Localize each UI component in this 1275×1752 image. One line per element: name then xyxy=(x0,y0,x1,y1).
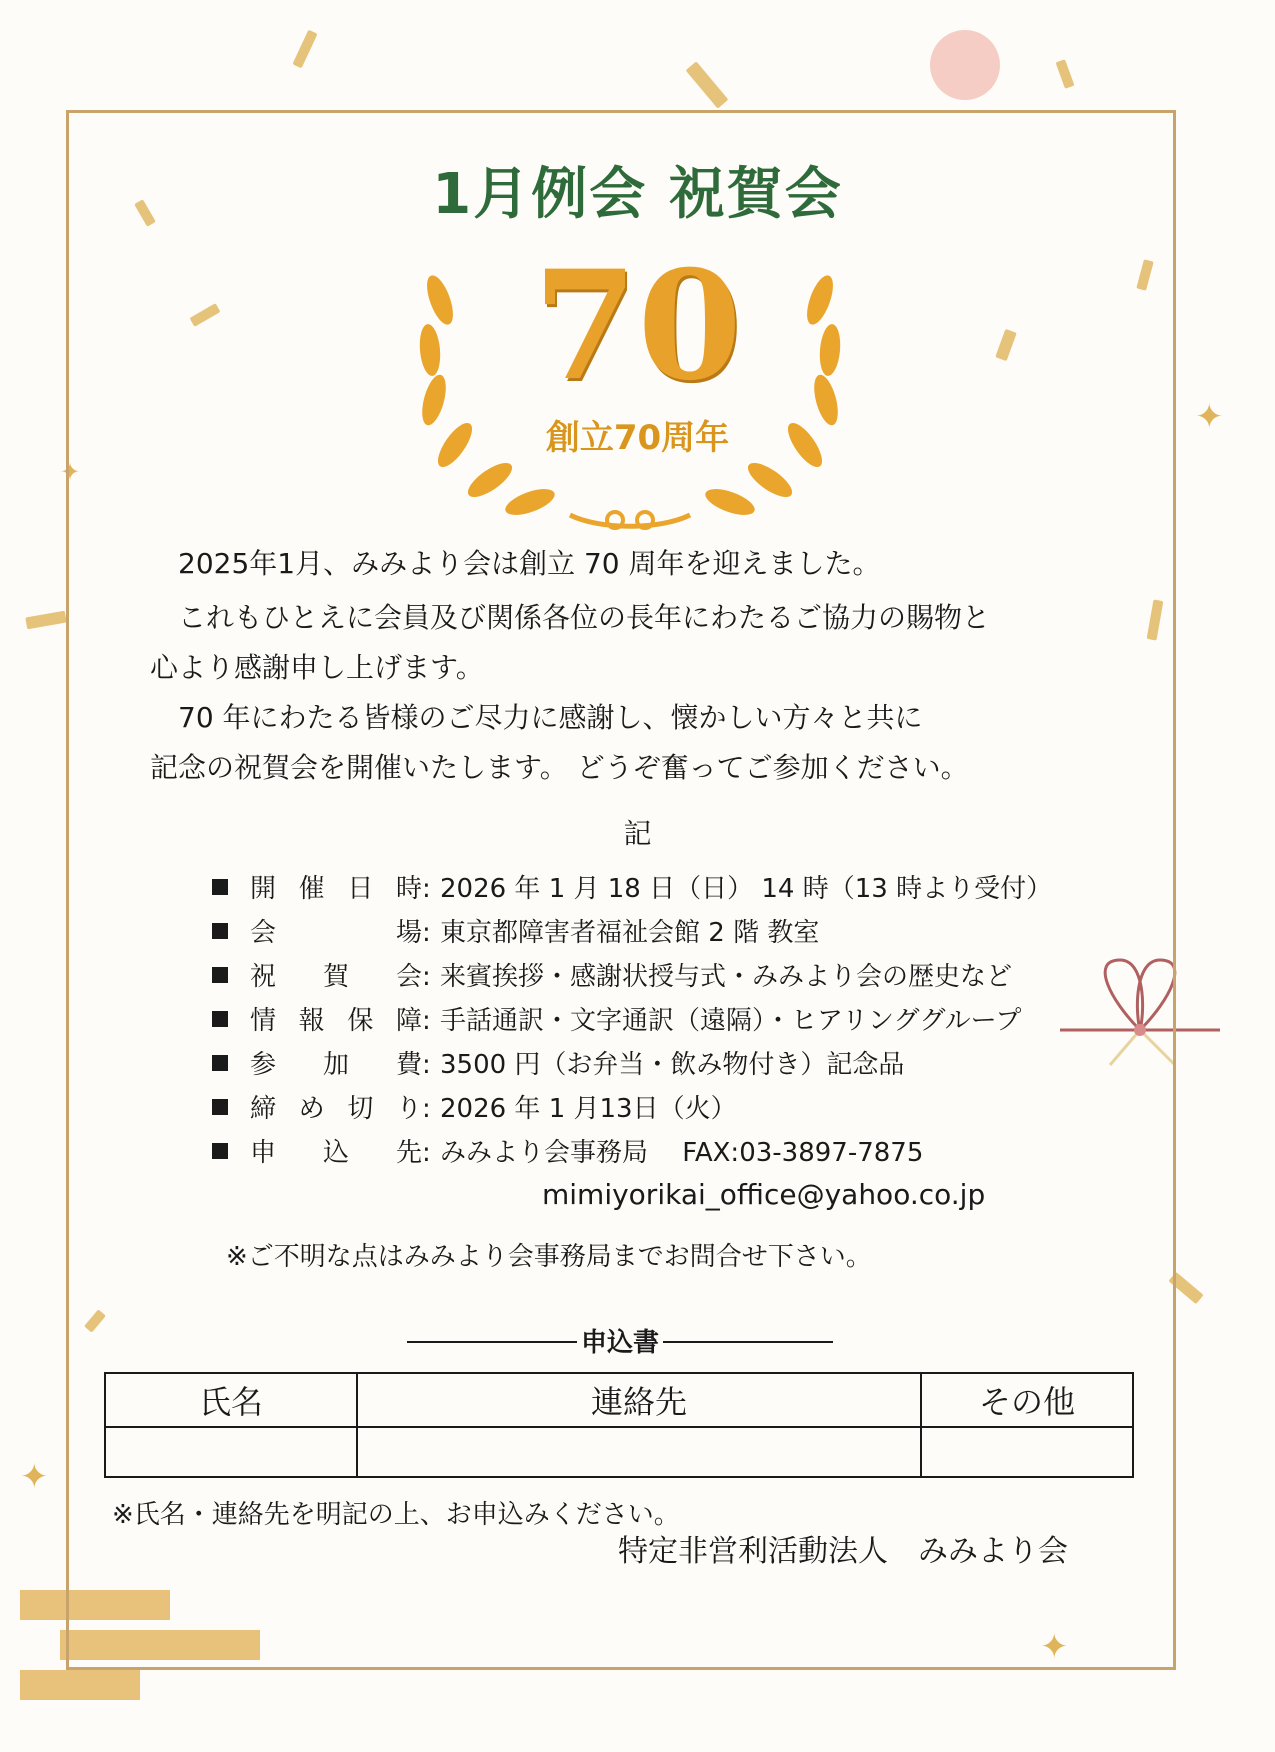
detail-venue: 会 場: 東京都障害者福祉会館 2 階 教室 xyxy=(212,912,819,949)
detail-deadline: 締め切り: 2026 年 1 月13日（火） xyxy=(212,1088,737,1125)
bullet-icon xyxy=(212,1011,228,1027)
intro-line-2: これもひとえに会員及び関係各位の長年にわたるご協力の賜物と xyxy=(178,601,991,634)
intro-line-4: 70 年にわたる皆様のご尽力に感謝し、懐かしい方々と共に xyxy=(178,701,923,734)
intro-line-5: 記念の祝賀会を開催いたします。 どうぞ奮ってご参加ください。 xyxy=(150,751,969,784)
bullet-icon xyxy=(212,879,228,895)
page-title: 1月例会 祝賀会 xyxy=(432,162,843,227)
form-header-name: 氏名 xyxy=(105,1373,357,1427)
detail-accessibility: 情報保障: 手話通訳・文字通訳（遠隔）・ヒアリンググループ xyxy=(212,1000,1021,1037)
form-header-other: その他 xyxy=(921,1373,1133,1427)
bullet-icon xyxy=(212,1143,228,1159)
intro-line-3: 心より感謝申し上げます。 xyxy=(150,651,484,684)
form-heading: 申込書 xyxy=(380,1322,860,1359)
detail-fee: 参 加 費: 3500 円（お弁当・飲み物付き）記念品 xyxy=(212,1044,904,1081)
intro-line-1: 2025年1月、みみより会は創立 70 周年を迎えました。 xyxy=(178,547,881,580)
application-form-table xyxy=(104,1372,1134,1478)
bullet-icon xyxy=(212,923,228,939)
form-field-other[interactable] xyxy=(921,1427,1133,1477)
detail-program: 祝 賀 会: 来賓挨拶・感謝状授与式・みみより会の歴史など xyxy=(212,956,1012,993)
bullet-icon xyxy=(212,967,228,983)
form-note: ※氏名・連絡先を明記の上、お申込みください。 xyxy=(112,1500,680,1530)
bullet-icon xyxy=(212,1099,228,1115)
flower-ornament xyxy=(930,30,1000,100)
form-field-contact[interactable] xyxy=(357,1427,921,1477)
anniversary-number: 70 xyxy=(533,238,742,414)
detail-apply-to: 申 込 先: みみより会事務局 FAX:03-3897-7875 xyxy=(212,1132,923,1169)
contact-email[interactable]: mimiyorikai_office@yahoo.co.jp xyxy=(542,1178,986,1211)
background-decoration: ✦ ✦ ✦ ✦ xyxy=(0,0,1275,1752)
form-field-name[interactable] xyxy=(105,1427,357,1477)
form-header-contact: 連絡先 xyxy=(357,1373,921,1427)
organization-name: 特定非営利活動法人 みみより会 xyxy=(618,1534,1068,1569)
ki-heading: 記 xyxy=(623,817,652,850)
anniversary-caption: 創立70周年 xyxy=(545,418,730,458)
detail-date: 開催日時: 2026 年 1 月 18 日（日） 14 時（13 時より受付） xyxy=(212,868,1052,905)
inquiry-note: ※ご不明な点はみみより会事務局までお問合せ下さい。 xyxy=(226,1242,872,1272)
bullet-icon xyxy=(212,1055,228,1071)
